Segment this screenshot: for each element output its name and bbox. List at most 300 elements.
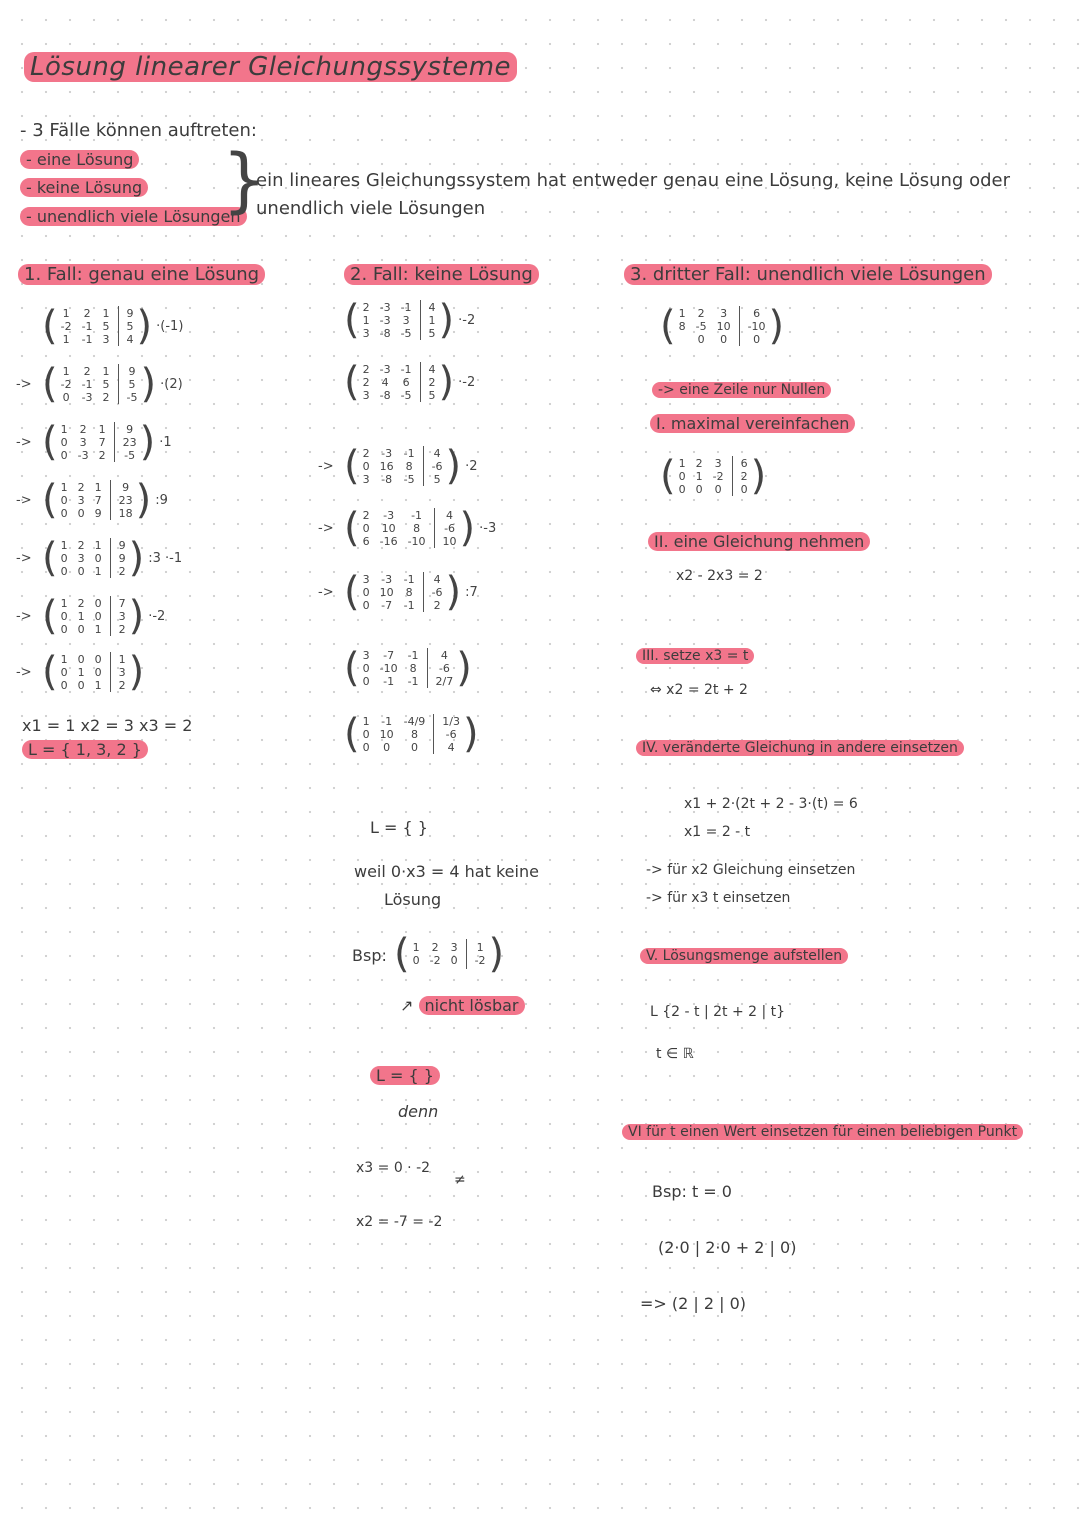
rhs-cell: 1/3 <box>442 714 460 728</box>
coefficient-grid <box>363 649 419 688</box>
matrix-cell: 0 <box>77 564 85 578</box>
matrix-cell: 3 <box>77 493 85 507</box>
matrix-cell: 0 <box>362 585 370 599</box>
right-paren: ) <box>445 443 462 489</box>
rhs-cell: 4 <box>428 300 436 314</box>
matrix-cell: 4 <box>381 375 389 389</box>
augment-bar <box>110 652 111 692</box>
matrix-cell: 1 <box>94 678 102 692</box>
case2-example-label: Bsp: <box>352 946 387 965</box>
matrix-cell: 2 <box>98 448 106 462</box>
right-paren: ) <box>128 535 145 581</box>
matrix-cell: 1 <box>94 480 102 494</box>
left-paren: ( <box>42 593 58 639</box>
coefficient-grid <box>61 481 102 520</box>
rhs-cell: -6 <box>431 459 443 473</box>
matrix-cell: 1 <box>60 422 68 436</box>
matrix-cell: 0 <box>94 596 102 610</box>
matrix-cell: 0 <box>60 448 68 462</box>
row-operation: ·-2 <box>148 608 166 624</box>
rhs-cell: 5 <box>433 472 441 486</box>
rhs-cell: 2 <box>118 678 126 692</box>
matrix-cell: 0 <box>60 551 68 565</box>
right-paren: ) <box>459 505 476 551</box>
matrix-cell: 7 <box>94 493 102 507</box>
matrix-cell: 1 <box>77 665 85 679</box>
rhs-cell: -6 <box>444 521 456 535</box>
matrix-cell: 2 <box>83 364 91 378</box>
case3-step4: IV. veränderte Gleichung in andere einsetzen <box>636 740 964 756</box>
row-operation: ·(2) <box>160 376 183 392</box>
rhs-cell: 4 <box>447 740 455 754</box>
rhs-column <box>123 423 137 462</box>
matrix-cell: 1 <box>77 609 85 623</box>
matrix-cell: 0 <box>362 459 370 473</box>
rhs-cell: 4 <box>433 572 441 586</box>
coefficient-grid <box>363 715 426 754</box>
step-arrow: -> <box>16 492 32 508</box>
matrix-cell: 8 <box>409 661 417 675</box>
case2-example-matrix: ( 1 2 3 0 -2 0 1 -2 ) <box>394 931 505 977</box>
left-paren: ( <box>344 505 360 551</box>
augmented-matrix <box>16 303 184 349</box>
row-operation: ·1 <box>159 434 172 450</box>
matrix-cell: -3 <box>381 572 393 586</box>
step-arrow: -> <box>318 520 334 536</box>
rhs-column <box>429 301 436 340</box>
augment-bar <box>118 364 119 404</box>
rhs-cell: 9 <box>118 538 126 552</box>
matrix-cell: 3 <box>402 313 410 327</box>
matrix-cell: -16 <box>379 534 398 548</box>
augment-bar <box>118 306 119 346</box>
rhs-column <box>119 597 126 636</box>
rhs-cell: 9 <box>126 422 134 436</box>
case3-matrix1: ( 1 2 3 8 -5 10 0 0 6 -10 0 ) <box>660 303 785 349</box>
augment-bar <box>423 446 424 486</box>
rhs-cell: 4 <box>440 648 448 662</box>
augment-bar <box>423 572 424 612</box>
matrix-cell: -10 <box>407 534 426 548</box>
rhs-column <box>442 715 460 754</box>
rhs-cell: 1 <box>428 313 436 327</box>
matrix-cell: 0 <box>410 740 418 754</box>
rhs-column <box>119 653 126 692</box>
left-paren: ( <box>42 477 58 523</box>
right-paren: ) <box>139 419 156 465</box>
step-arrow: -> <box>16 550 32 566</box>
rhs-column <box>119 481 133 520</box>
matrix-cell: -7 <box>381 598 393 612</box>
matrix-cell: 1 <box>62 332 70 346</box>
matrix-cell: -1 <box>407 648 419 662</box>
matrix-cell: 0 <box>77 678 85 692</box>
matrix-cell: 1 <box>94 622 102 636</box>
rhs-column <box>119 539 126 578</box>
coefficient-grid <box>363 509 426 548</box>
matrix-cell: -3 <box>379 300 391 314</box>
matrix-cell: 2 <box>362 446 370 460</box>
matrix-cell: -3 <box>81 390 93 404</box>
case2-empty-set: L = { } <box>370 818 428 837</box>
intro-summary-line1: ein lineares Gleichungssystem hat entweder genau eine Lösung, keine Lösung oder <box>256 170 1010 191</box>
matrix-cell: -10 <box>379 661 398 675</box>
augmented-matrix <box>318 443 478 489</box>
matrix-cell: 2 <box>362 508 370 522</box>
matrix-cell: -3 <box>383 508 395 522</box>
case3-note3: -> für x3 t einsetzen <box>646 890 791 906</box>
matrix-cell: -1 <box>400 300 412 314</box>
not-equal-sign: ≠ <box>454 1172 466 1188</box>
matrix-cell: 2 <box>102 390 110 404</box>
case2-reason-line1: weil 0·x3 = 4 hat keine <box>354 862 539 881</box>
case3-note2: -> für x2 Gleichung einsetzen <box>646 862 856 878</box>
case3-example-result: => (2 | 2 | 0) <box>640 1294 747 1313</box>
matrix-cell: 3 <box>77 551 85 565</box>
matrix-cell: -4/9 <box>403 714 426 728</box>
matrix-cell: 0 <box>60 506 68 520</box>
rhs-column <box>429 363 436 402</box>
matrix-cell: -1 <box>381 714 393 728</box>
rhs-cell: 4 <box>428 362 436 376</box>
step-arrow: -> <box>16 434 32 450</box>
matrix-cell: 0 <box>94 652 102 666</box>
matrix-cell: 2 <box>362 362 370 376</box>
augment-bar <box>110 596 111 636</box>
matrix-cell: 0 <box>362 661 370 675</box>
matrix-cell: -5 <box>400 388 412 402</box>
matrix-cell: -3 <box>379 313 391 327</box>
augmented-matrix <box>318 505 497 551</box>
rhs-cell: 4 <box>446 508 454 522</box>
case-infinite-solutions: - unendlich viele Lösungen <box>20 207 247 226</box>
right-paren: ) <box>456 645 472 691</box>
coefficient-grid <box>61 307 110 346</box>
left-paren: ( <box>344 711 360 757</box>
matrix-cell: 6 <box>402 375 410 389</box>
augment-bar <box>433 714 434 754</box>
right-paren: ) <box>135 477 152 523</box>
case3-example: Bsp: t = 0 <box>652 1182 732 1201</box>
augment-bar <box>114 422 115 462</box>
right-paren: ) <box>140 361 157 407</box>
matrix-cell: 0 <box>362 674 370 688</box>
augmented-matrix <box>318 297 476 343</box>
case3-note-zero-row: -> eine Zeile nur Nullen <box>652 382 831 398</box>
matrix-cell: 1 <box>94 564 102 578</box>
matrix-cell: 0 <box>77 506 85 520</box>
matrix-cell: 0 <box>362 598 370 612</box>
coefficient-grid <box>363 301 412 340</box>
matrix-cell: 3 <box>362 388 370 402</box>
rhs-cell: 9 <box>122 480 130 494</box>
case3-step1: I. maximal vereinfachen <box>650 414 855 433</box>
matrix-cell: -1 <box>400 362 412 376</box>
rhs-cell: 5 <box>428 326 436 340</box>
coefficient-grid <box>61 597 102 636</box>
matrix-cell: 2 <box>83 306 91 320</box>
matrix-cell: 0 <box>60 665 68 679</box>
step-arrow: -> <box>318 584 334 600</box>
right-paren: ) <box>438 297 455 343</box>
augment-bar <box>110 538 111 578</box>
matrix-cell: 0 <box>383 740 391 754</box>
left-paren: ( <box>42 419 58 465</box>
rhs-cell: 7 <box>118 596 126 610</box>
matrix-cell: -1 <box>81 332 93 346</box>
matrix-cell: -3 <box>379 362 391 376</box>
right-paren: ) <box>463 711 479 757</box>
coefficient-grid <box>61 365 110 404</box>
augmented-matrix <box>16 535 183 581</box>
case3-eq1: x2 - 2x3 = 2 <box>676 568 763 584</box>
coefficient-grid <box>363 573 415 612</box>
matrix-cell: 5 <box>102 377 110 391</box>
rhs-cell: 9 <box>128 364 136 378</box>
right-paren: ) <box>136 303 153 349</box>
left-paren: ( <box>344 569 360 615</box>
left-paren: ( <box>344 443 360 489</box>
intro-heading: - 3 Fälle können auftreten: <box>20 120 257 141</box>
matrix-cell: 3 <box>362 472 370 486</box>
rhs-column <box>432 573 443 612</box>
case1-solution-line: x1 = 1 x2 = 3 x3 = 2 <box>22 716 193 735</box>
rhs-cell: 2 <box>433 598 441 612</box>
step-arrow: -> <box>16 608 32 624</box>
case-one-solution: - eine Lösung <box>20 150 139 169</box>
rhs-cell: 10 <box>442 534 457 548</box>
rhs-cell: 2 <box>118 622 126 636</box>
right-paren: ) <box>128 593 145 639</box>
case3-eq3: x1 + 2·(2t + 2 - 3·(t) = 6 <box>684 796 858 812</box>
matrix-cell: -1 <box>407 674 419 688</box>
matrix-cell: -1 <box>81 319 93 333</box>
rhs-cell: 9 <box>118 551 126 565</box>
case2-heading: 2. Fall: keine Lösung <box>344 264 539 285</box>
matrix-cell: -3 <box>77 448 89 462</box>
row-operation: ·-2 <box>458 312 476 328</box>
matrix-cell: 1 <box>60 652 68 666</box>
matrix-cell: 1 <box>102 306 110 320</box>
case-no-solution: - keine Lösung <box>20 178 148 197</box>
rhs-column <box>127 365 138 404</box>
coefficient-grid <box>61 653 102 692</box>
case3-example-calc: (2·0 | 2·0 + 2 | 0) <box>658 1238 797 1257</box>
augmented-matrix <box>16 593 166 639</box>
rhs-cell: 18 <box>118 506 133 520</box>
augment-bar <box>110 480 111 520</box>
coefficient-grid <box>363 447 415 486</box>
matrix-cell: 1 <box>62 364 70 378</box>
left-paren: ( <box>42 303 58 349</box>
matrix-cell: 0 <box>94 551 102 565</box>
right-paren: ) <box>445 569 462 615</box>
case3-step6: VI für t einen Wert einsetzen für einen beliebigen Punkt <box>622 1124 1023 1140</box>
matrix-cell: -1 <box>403 572 415 586</box>
rhs-cell: 5 <box>428 388 436 402</box>
left-paren: ( <box>344 645 360 691</box>
matrix-cell: 0 <box>60 609 68 623</box>
augment-bar <box>420 362 421 402</box>
matrix-cell: 0 <box>362 740 370 754</box>
page-title: Lösung linearer Gleichungssysteme <box>24 52 517 82</box>
case3-matrix2: ( 1 2 3 0 1 -2 0 0 0 6 2 0 ) <box>660 453 767 499</box>
augmented-matrix <box>318 711 483 757</box>
augment-bar <box>427 648 428 688</box>
right-paren: ) <box>128 649 145 695</box>
rhs-cell: 5 <box>126 319 134 333</box>
left-paren: ( <box>42 649 58 695</box>
matrix-cell: 10 <box>381 521 396 535</box>
case2-calc2: x2 = -7 = -2 <box>356 1214 443 1230</box>
matrix-cell: -1 <box>411 508 423 522</box>
case3-eq4: x1 = 2 - t <box>684 824 751 840</box>
matrix-cell: 8 <box>413 521 421 535</box>
augmented-matrix <box>16 419 172 465</box>
augmented-matrix <box>16 361 183 407</box>
matrix-cell: 0 <box>60 678 68 692</box>
rhs-column <box>127 307 134 346</box>
matrix-cell: -3 <box>381 446 393 460</box>
rhs-cell: 2 <box>118 564 126 578</box>
rhs-cell: -5 <box>124 448 136 462</box>
coefficient-grid <box>363 363 412 402</box>
matrix-cell: 3 <box>362 572 370 586</box>
row-operation: ·-3 <box>479 520 497 536</box>
matrix-cell: 3 <box>79 435 87 449</box>
case3-step5: V. Lösungsmenge aufstellen <box>640 948 848 964</box>
matrix-cell: -8 <box>381 472 393 486</box>
rhs-cell: 4 <box>126 332 134 346</box>
matrix-cell: 1 <box>362 313 370 327</box>
rhs-cell: 3 <box>118 665 126 679</box>
left-paren: ( <box>42 535 58 581</box>
matrix-cell: -2 <box>60 377 72 391</box>
matrix-cell: 0 <box>77 622 85 636</box>
matrix-cell: 2 <box>77 596 85 610</box>
matrix-cell: 9 <box>94 506 102 520</box>
augment-bar <box>434 508 435 548</box>
matrix-cell: 1 <box>98 422 106 436</box>
matrix-cell: 0 <box>60 493 68 507</box>
matrix-cell: 3 <box>102 332 110 346</box>
matrix-cell: 0 <box>362 521 370 535</box>
row-operation: ·-2 <box>458 374 476 390</box>
matrix-cell: 1 <box>94 538 102 552</box>
matrix-cell: 0 <box>94 609 102 623</box>
row-operation: :7 <box>465 584 478 600</box>
case3-solution-set: L {2 - t | 2t + 2 | t} <box>650 1004 786 1020</box>
augmented-matrix <box>16 477 168 523</box>
case2-empty-set2: L = { } <box>370 1066 440 1085</box>
step-arrow: -> <box>16 664 32 680</box>
matrix-cell: 10 <box>379 727 394 741</box>
matrix-cell: 8 <box>410 727 418 741</box>
case1-solution-set: L = { 1, 3, 2 } <box>22 740 148 759</box>
matrix-cell: 7 <box>98 435 106 449</box>
matrix-cell: 0 <box>62 390 70 404</box>
matrix-cell: 1 <box>60 480 68 494</box>
matrix-cell: 2 <box>79 422 87 436</box>
augmented-matrix <box>318 645 476 691</box>
rhs-cell: -6 <box>438 661 450 675</box>
left-paren: ( <box>344 297 360 343</box>
intro-summary-line2: unendlich viele Lösungen <box>256 198 486 219</box>
rhs-cell: 23 <box>118 493 133 507</box>
matrix-cell: -5 <box>403 472 415 486</box>
rhs-cell: 4 <box>433 446 441 460</box>
matrix-cell: 3 <box>362 648 370 662</box>
augment-bar <box>420 300 421 340</box>
left-paren: ( <box>42 361 58 407</box>
case3-step2: II. eine Gleichung nehmen <box>648 532 870 551</box>
matrix-cell: -5 <box>400 326 412 340</box>
rhs-cell: 2/7 <box>435 674 454 688</box>
matrix-cell: 1 <box>62 306 70 320</box>
rhs-cell: 23 <box>122 435 137 449</box>
left-paren: ( <box>344 359 360 405</box>
matrix-cell: 0 <box>362 727 370 741</box>
matrix-cell: -7 <box>383 648 395 662</box>
rhs-cell: -6 <box>445 727 457 741</box>
matrix-cell: 10 <box>379 585 394 599</box>
step-arrow: -> <box>318 458 334 474</box>
step-arrow: -> <box>16 376 32 392</box>
rhs-cell: -5 <box>126 390 138 404</box>
matrix-cell: 8 <box>405 459 413 473</box>
case3-step3: III. setze x3 = t <box>636 648 754 664</box>
case2-calc1: x3 = 0 · -2 <box>356 1160 431 1176</box>
matrix-cell: 6 <box>362 534 370 548</box>
matrix-cell: 1 <box>362 714 370 728</box>
rhs-column <box>436 649 454 688</box>
rhs-cell: 3 <box>118 609 126 623</box>
matrix-cell: 2 <box>77 538 85 552</box>
rhs-cell: -6 <box>431 585 443 599</box>
row-operation: :9 <box>155 492 168 508</box>
case3-domain: t ∈ ℝ <box>656 1046 694 1062</box>
matrix-cell: -1 <box>81 377 93 391</box>
rhs-column <box>443 509 457 548</box>
rhs-cell: 5 <box>128 377 136 391</box>
matrix-cell: 1 <box>60 596 68 610</box>
matrix-cell: 0 <box>77 652 85 666</box>
matrix-cell: -8 <box>379 326 391 340</box>
matrix-cell: 3 <box>362 326 370 340</box>
curly-brace: } <box>222 139 267 221</box>
rhs-cell: 2 <box>428 375 436 389</box>
matrix-cell: 1 <box>60 538 68 552</box>
matrix-cell: 2 <box>362 300 370 314</box>
augmented-matrix <box>318 359 476 405</box>
rhs-column <box>432 447 443 486</box>
matrix-cell: -1 <box>403 446 415 460</box>
matrix-cell: 8 <box>405 585 413 599</box>
matrix-cell: 2 <box>362 375 370 389</box>
coefficient-grid <box>61 423 106 462</box>
row-operation: ·2 <box>465 458 478 474</box>
matrix-cell: -8 <box>379 388 391 402</box>
matrix-cell: 0 <box>60 435 68 449</box>
matrix-cell: -1 <box>403 598 415 612</box>
matrix-cell: -1 <box>383 674 395 688</box>
augmented-matrix <box>318 569 478 615</box>
case1-heading: 1. Fall: genau eine Lösung <box>18 264 265 285</box>
rhs-cell: 9 <box>126 306 134 320</box>
case2-reason-line2: Lösung <box>384 890 442 909</box>
case3-eq2: ⇔ x2 = 2t + 2 <box>650 682 748 698</box>
matrix-cell: 0 <box>60 564 68 578</box>
